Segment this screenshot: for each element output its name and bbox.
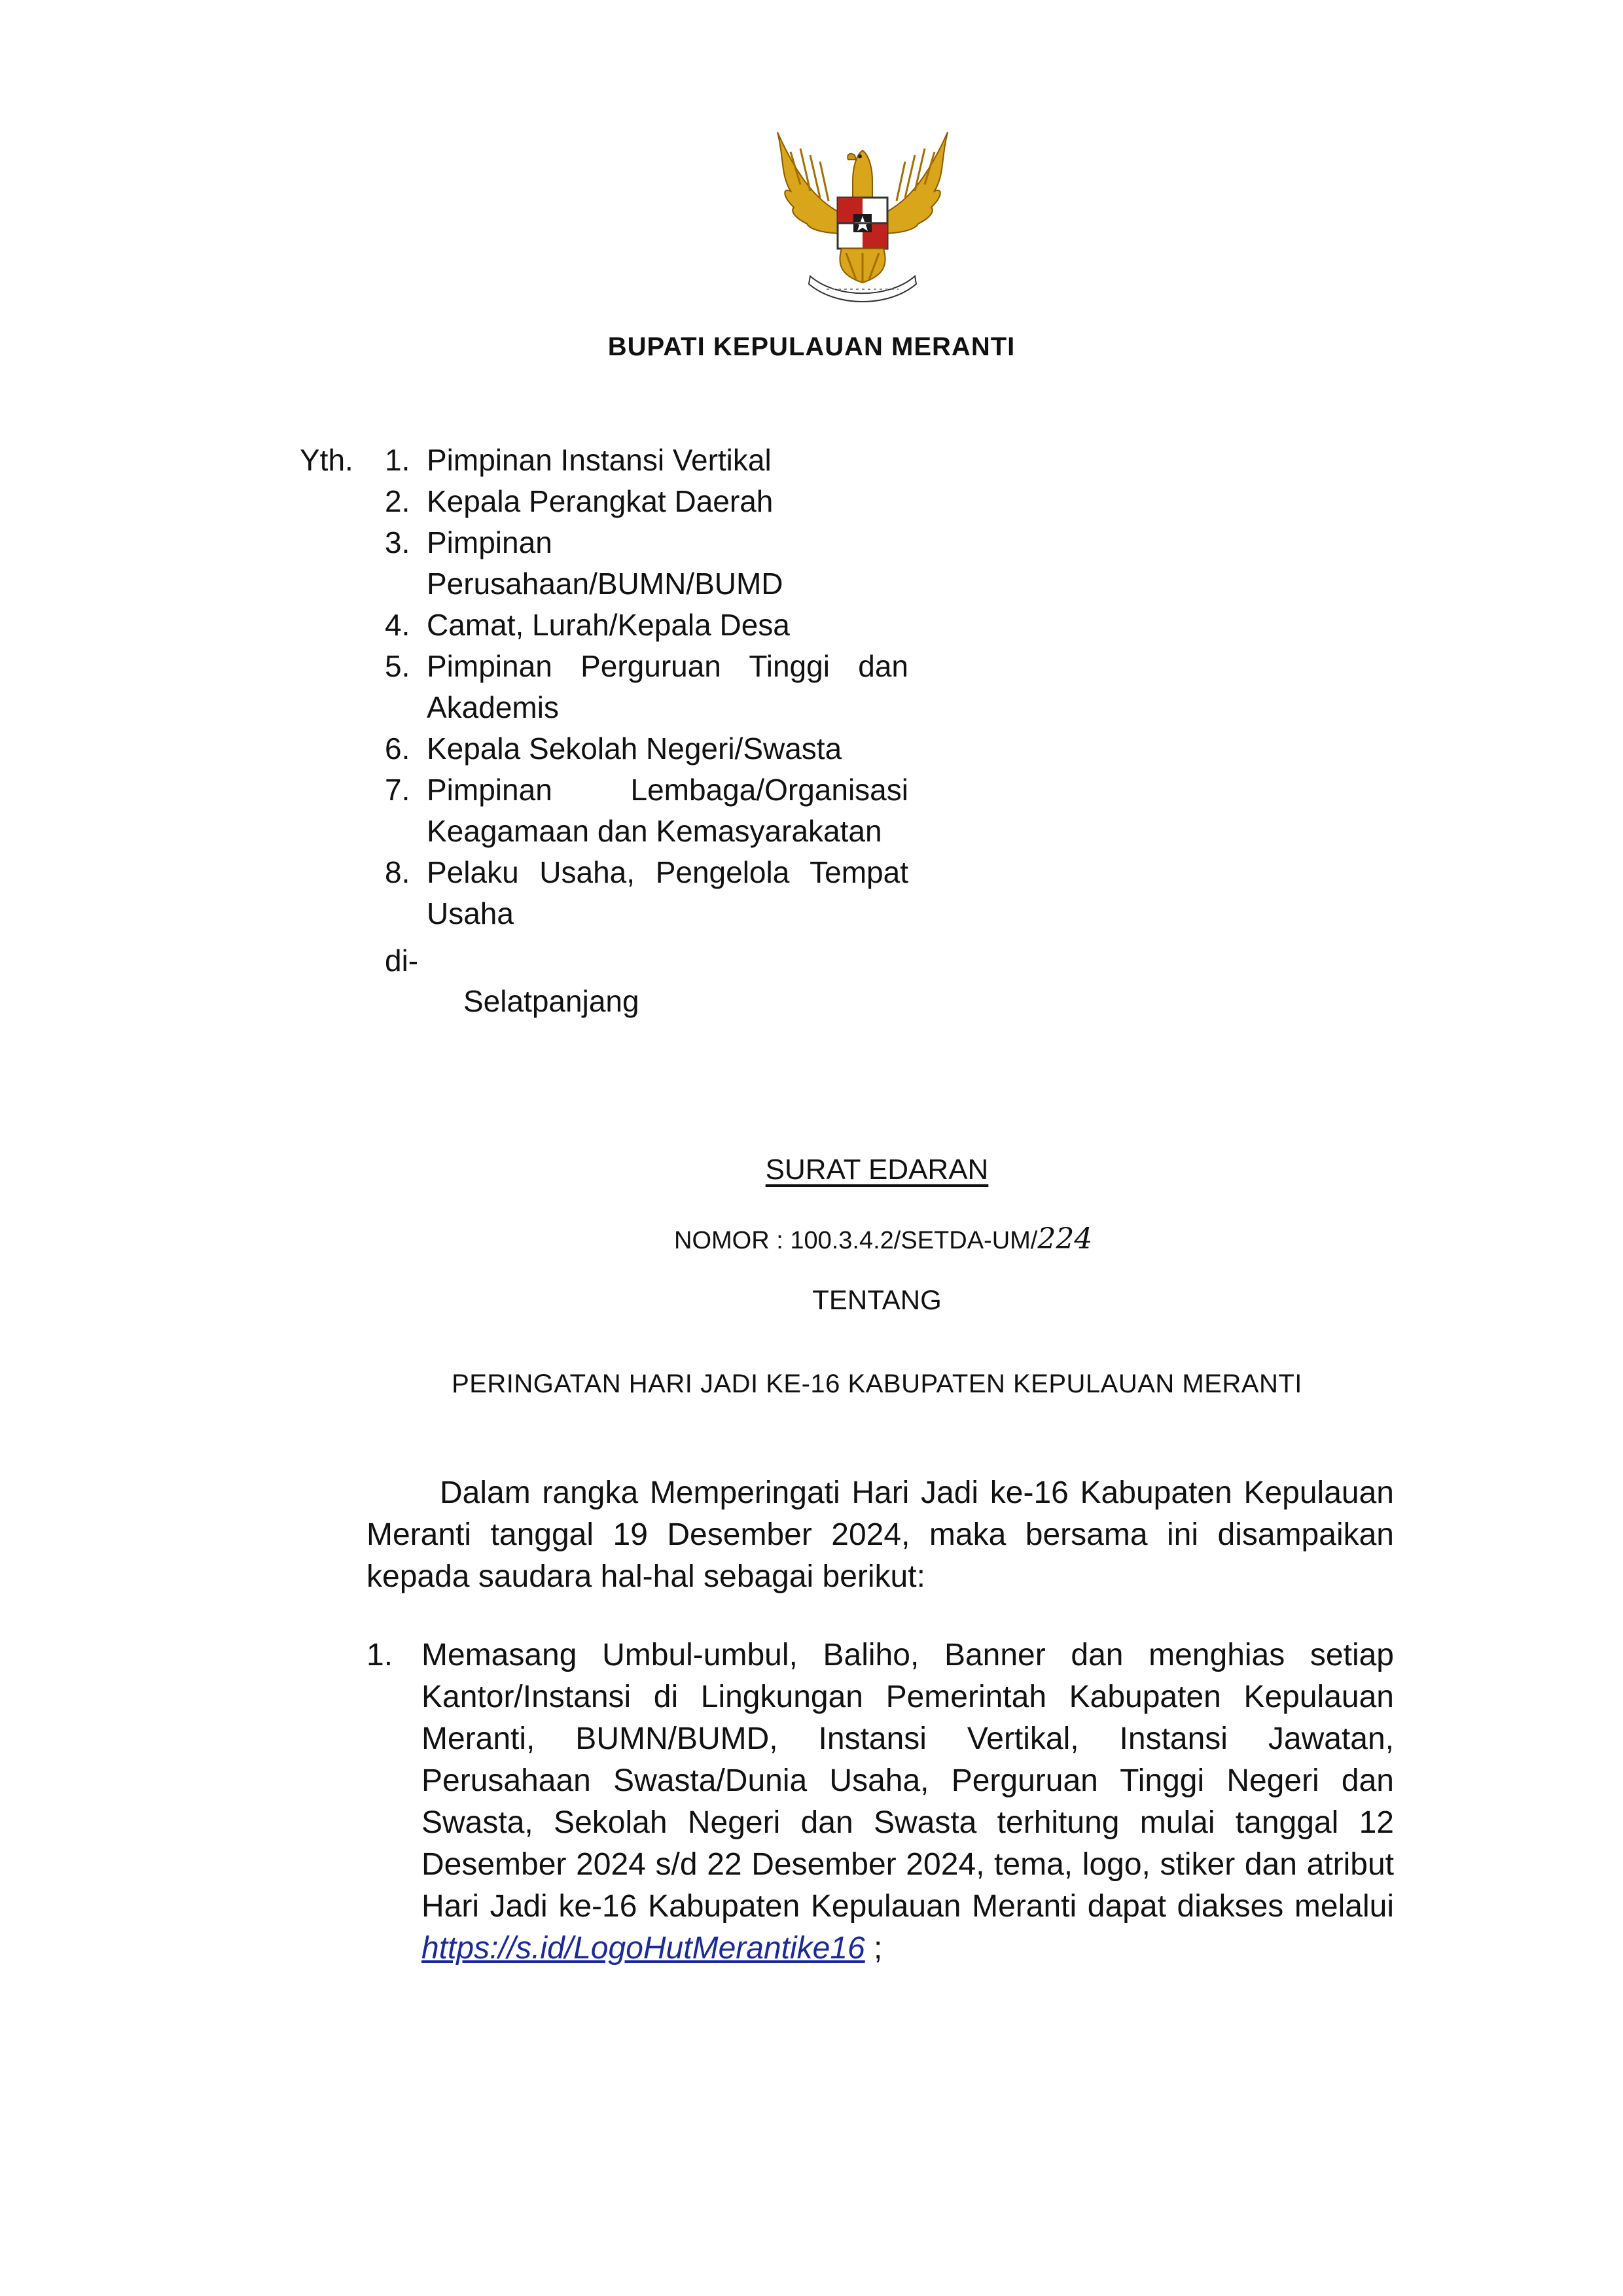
point-suffix: ; <box>865 1931 883 1966</box>
about-label: TENTANG <box>812 1284 942 1315</box>
points-list <box>366 1634 1394 1969</box>
recipient-text: Kepala Perangkat Daerah <box>427 484 774 518</box>
recipient-item <box>385 728 908 769</box>
recipient-item <box>385 440 908 481</box>
document-number-prefix: NOMOR : 100.3.4.2/SETDA-UM/ <box>674 1227 1038 1254</box>
recipient-list <box>385 440 908 934</box>
recipient-text: Pimpinan Perguruan Tinggi dan Akademis <box>427 649 908 724</box>
document-type-heading: SURAT EDARAN <box>765 1154 989 1186</box>
recipient-item <box>385 646 908 728</box>
recipient-text: Pelaku Usaha, Pengelola Tempat Usaha <box>427 855 908 930</box>
recipient-item <box>385 481 908 522</box>
garuda-pancasila-emblem-icon <box>764 119 961 315</box>
recipient-number: 7. <box>385 773 410 807</box>
point-item <box>366 1634 1394 1969</box>
recipient-item <box>385 769 908 852</box>
recipient-text: Camat, Lurah/Kepala Desa <box>427 608 790 642</box>
document-subject: PERINGATAN HARI JADI KE-16 KABUPATEN KEPULAUAN MERANTI <box>452 1369 1302 1398</box>
recipient-item <box>385 852 908 934</box>
recipient-number: 4. <box>385 608 410 642</box>
document-number-handwritten: 224 <box>1037 1222 1093 1256</box>
point-text: Memasang Umbul-umbul, Baliho, Banner dan menghias setiap Kantor/Instansi di Lingkungan Pemerintah Kabupaten Kepulauan Meranti, BUMN/BUMD, Instansi Vertikal, Instansi Jawatan, Perusahaan Swasta/Dunia Usaha, Perguruan Tinggi Negeri dan Swasta, Sekolah Negeri dan Swasta terhitung mulai tanggal 12 Desember 2024 s/d 22 Desember 2024, tema, logo, stiker dan atribut Hari Jadi ke-16 Kabupaten Kepulauan Meranti dapat diakses melalui <box>421 1638 1394 1924</box>
recipient-number: 1. <box>385 443 410 477</box>
logo-download-link[interactable]: https://s.id/LogoHutMerantike16 <box>421 1931 865 1966</box>
point-body <box>421 1634 1394 1969</box>
recipient-text: Pimpinan Instansi Vertikal <box>427 443 772 477</box>
point-number: 1. <box>366 1638 393 1672</box>
recipient-number: 2. <box>385 484 410 518</box>
recipient-item <box>385 605 908 646</box>
recipient-number: 3. <box>385 525 410 559</box>
recipient-text: Pimpinan Lembaga/Organisasi Keagamaan dan Kemasyarakatan <box>427 773 908 848</box>
location-prefix: di- <box>385 944 419 978</box>
intro-paragraph: Dalam rangka Memperingati Hari Jadi ke-16 Kabupaten Kepulauan Meranti tanggal 19 Desember 2024, maka bersama ini disampaikan kepada saudara hal-hal sebagai berikut: <box>366 1475 1394 1594</box>
addressee-label: Yth. <box>300 443 353 477</box>
document-number <box>674 1222 1092 1256</box>
recipient-number: 5. <box>385 649 410 683</box>
institution-heading: BUPATI KEPULAUAN MERANTI <box>607 332 1016 361</box>
location-name: Selatpanjang <box>463 984 639 1018</box>
recipient-number: 8. <box>385 855 410 889</box>
recipient-number: 6. <box>385 732 410 766</box>
recipient-item <box>385 522 908 605</box>
recipient-text: Pimpinan Perusahaan/BUMN/BUMD <box>427 525 783 601</box>
recipient-text: Kepala Sekolah Negeri/Swasta <box>427 732 842 766</box>
